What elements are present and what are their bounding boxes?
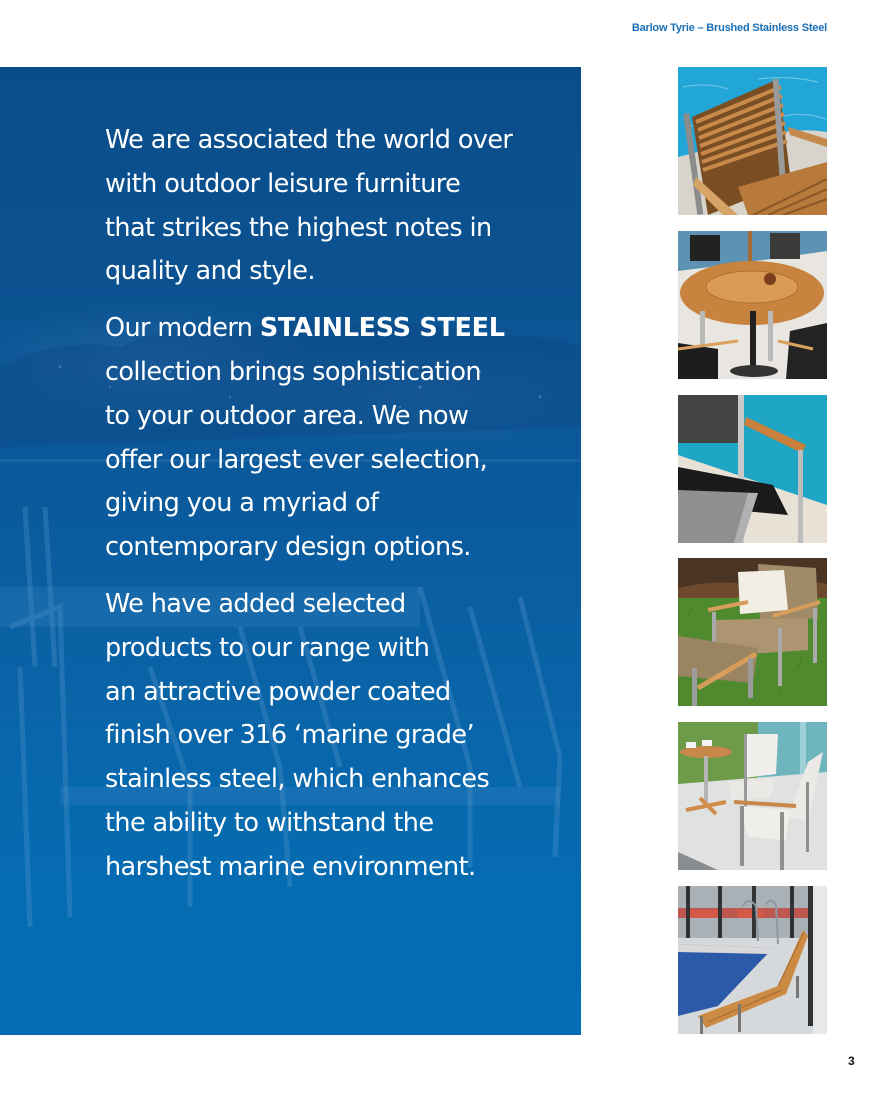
text-line: We are associated the world over	[105, 125, 513, 155]
text-line: with outdoor leisure furniture	[105, 168, 461, 199]
text-line	[105, 307, 565, 351]
text-line: that strikes the highest notes in	[105, 212, 492, 243]
photo-round-teak-table	[678, 231, 827, 379]
sling-chair-image	[678, 395, 827, 543]
teak-lounger-image	[678, 886, 827, 1034]
paragraph-heritage	[105, 119, 565, 294]
text-line: harshest marine environment.	[105, 851, 476, 882]
text-line: collection brings sophistication	[105, 356, 481, 387]
text-line: giving you a myriad of	[105, 488, 379, 519]
round-table-image	[678, 231, 827, 379]
text-line: quality and style.	[105, 256, 315, 287]
paragraph-powder-coated	[105, 583, 565, 890]
text-line: finish over 316 ‘marine grade’	[105, 720, 474, 751]
text-line: stainless steel, which enhances	[105, 764, 490, 795]
text-line: contemporary design options.	[105, 532, 471, 563]
paragraph-collection	[105, 307, 565, 570]
stainless-steel-emphasis: STAINLESS STEEL	[259, 313, 505, 344]
header-title: Barlow Tyrie – Brushed Stainless Steel	[631, 22, 827, 34]
photo-sling-chair-pool	[678, 395, 827, 543]
photo-lounge-chair-grass	[678, 558, 827, 706]
text-line: to your outdoor area. We now	[105, 400, 469, 431]
text-line: offer our largest ever selection,	[105, 444, 488, 475]
intro-copy	[105, 119, 565, 903]
photo-teak-armchair-pool	[678, 67, 827, 215]
text-line: an attractive powder coated	[105, 676, 451, 707]
intro-panel	[0, 67, 581, 1035]
text-line: products to our range with	[105, 632, 430, 663]
photo-white-chairs-patio	[678, 722, 827, 870]
lead-text: Our modern	[105, 313, 260, 344]
lounge-chair-image	[678, 558, 827, 706]
white-chairs-image	[678, 722, 827, 870]
page-number: 3	[848, 1054, 855, 1068]
teak-armchair-image	[678, 67, 827, 215]
text-line: We have added selected	[105, 588, 406, 619]
photo-teak-lounger-pool	[678, 886, 827, 1034]
text-line: the ability to withstand the	[105, 807, 434, 838]
